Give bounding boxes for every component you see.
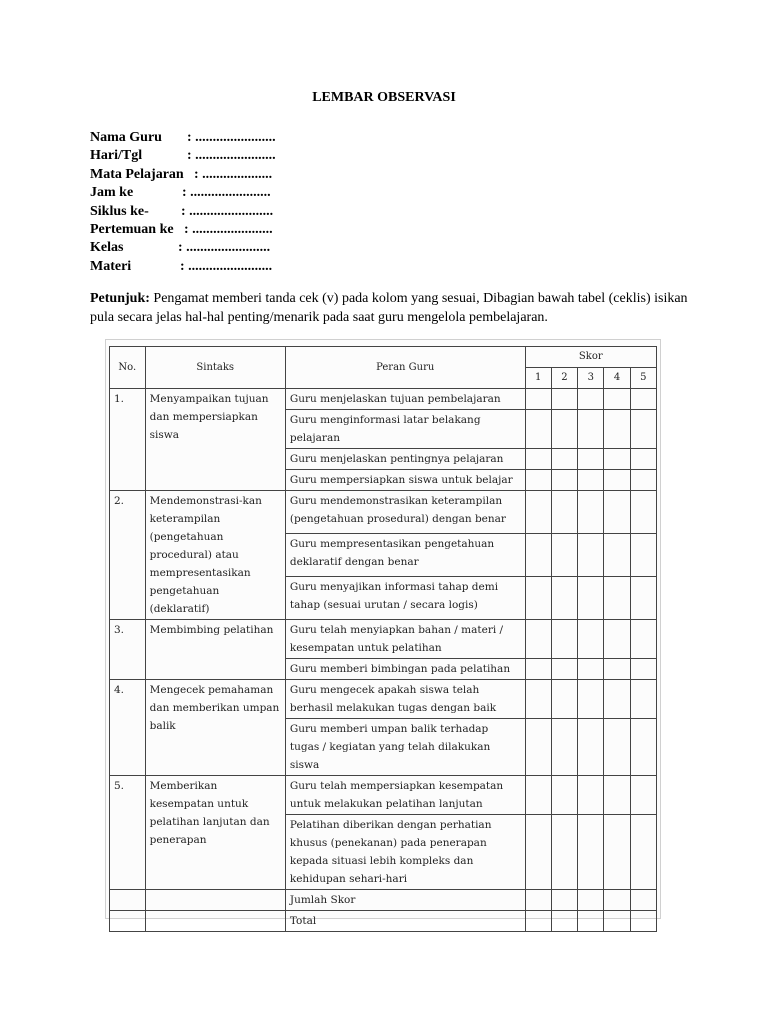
header-skor-1: 1 [525, 368, 551, 389]
score-cell[interactable] [578, 410, 604, 449]
score-cell[interactable] [551, 410, 577, 449]
score-cell[interactable] [604, 776, 630, 815]
header-skor-3: 3 [578, 368, 604, 389]
score-cell[interactable] [525, 680, 551, 719]
field-value: : ....................... [187, 148, 276, 164]
row-sintaks: Menyampaikan tujuan dan mempersiapkan siswa [145, 389, 285, 491]
score-cell[interactable] [551, 470, 577, 491]
score-cell[interactable] [630, 620, 656, 659]
score-cell[interactable] [525, 719, 551, 776]
score-cell[interactable] [525, 389, 551, 410]
score-cell[interactable] [578, 659, 604, 680]
score-cell[interactable] [578, 680, 604, 719]
row-peran-guru: Guru memberi bimbingan pada pelatihan [285, 659, 525, 680]
score-cell[interactable] [578, 719, 604, 776]
field-label: Materi [90, 258, 132, 274]
row-peran-guru: Guru menjelaskan pentingnya pelajaran [285, 449, 525, 470]
score-cell[interactable] [604, 577, 630, 620]
row-no: 5. [110, 776, 146, 890]
score-cell[interactable] [551, 389, 577, 410]
empty-cell [110, 911, 146, 932]
empty-cell [110, 890, 146, 911]
score-cell[interactable] [578, 389, 604, 410]
score-cell[interactable] [551, 719, 577, 776]
score-cell[interactable] [551, 534, 577, 577]
score-cell[interactable] [604, 890, 630, 911]
score-cell[interactable] [578, 577, 604, 620]
instructions-label: Petunjuk: [90, 291, 150, 306]
score-cell[interactable] [604, 491, 630, 534]
score-cell[interactable] [604, 470, 630, 491]
row-sintaks: Membimbing pelatihan [145, 620, 285, 680]
score-cell[interactable] [604, 719, 630, 776]
field-label: Pertemuan ke [90, 221, 174, 237]
table-header-row [110, 347, 657, 368]
row-no: 1. [110, 389, 146, 491]
field-value: : ....................... [187, 130, 276, 145]
field-value: : ........................ [180, 258, 273, 274]
row-peran-guru: Guru menginformasi latar belakang pelajaran [285, 410, 525, 449]
total-label: Total [285, 911, 525, 932]
score-cell[interactable] [525, 911, 551, 932]
observation-table [109, 346, 657, 932]
field-label: Jam ke [90, 185, 134, 201]
row-peran-guru: Guru mendemonstrasikan keterampilan (pengetahuan prosedural) dengan benar [285, 491, 525, 534]
score-cell[interactable] [604, 449, 630, 470]
row-peran-guru: Guru telah menyiapkan bahan / materi / kesempatan untuk pelatihan [285, 620, 525, 659]
score-cell[interactable] [525, 890, 551, 911]
score-cell[interactable] [525, 815, 551, 890]
field-label: Siklus ke- [90, 203, 149, 219]
score-cell[interactable] [525, 449, 551, 470]
score-cell[interactable] [630, 449, 656, 470]
score-cell[interactable] [604, 815, 630, 890]
score-cell[interactable] [551, 620, 577, 659]
row-peran-guru: Guru mempersiapkan siswa untuk belajar [285, 470, 525, 491]
score-cell[interactable] [578, 534, 604, 577]
row-peran-guru: Pelatihan diberikan dengan perhatian khusus (penekanan) pada penerapan kepada situasi lebih kompleks dan kehidupan sehari-hari [285, 815, 525, 890]
row-peran-guru: Guru mengecek apakah siswa telah berhasil melakukan tugas dengan baik [285, 680, 525, 719]
score-cell[interactable] [604, 911, 630, 932]
score-cell[interactable] [604, 389, 630, 410]
row-peran-guru: Guru menjelaskan tujuan pembelajaran [285, 389, 525, 410]
score-cell[interactable] [525, 470, 551, 491]
field-label: Mata Pelajaran [90, 166, 184, 182]
score-cell[interactable] [604, 659, 630, 680]
table-row [110, 776, 657, 815]
score-cell[interactable] [630, 389, 656, 410]
instructions-paragraph [90, 289, 700, 327]
jumlah-skor-row [110, 890, 657, 911]
score-cell[interactable] [630, 776, 656, 815]
observation-table-image [105, 339, 661, 927]
score-cell[interactable] [630, 719, 656, 776]
score-cell[interactable] [551, 680, 577, 719]
field-value: : .................... [194, 166, 273, 182]
score-cell[interactable] [630, 410, 656, 449]
score-cell[interactable] [604, 534, 630, 577]
table-row [110, 491, 657, 534]
header-sintaks: Sintaks [145, 347, 285, 389]
score-cell[interactable] [604, 410, 630, 449]
table-row [110, 389, 657, 410]
row-sintaks: Mendemonstrasi-kan keterampilan (pengetahuan procedural) atau mempresentasikan pengetahuan (deklaratif) [145, 491, 285, 620]
total-row [110, 911, 657, 932]
score-cell[interactable] [525, 659, 551, 680]
score-cell[interactable] [525, 776, 551, 815]
score-cell[interactable] [551, 815, 577, 890]
row-no: 3. [110, 620, 146, 680]
score-cell[interactable] [630, 911, 656, 932]
score-cell[interactable] [630, 470, 656, 491]
field-label: Kelas [90, 240, 124, 256]
score-cell[interactable] [551, 890, 577, 911]
score-cell[interactable] [604, 680, 630, 719]
row-sintaks: Mengecek pemahaman dan memberikan umpan balik [145, 680, 285, 776]
score-cell[interactable] [525, 534, 551, 577]
score-cell[interactable] [551, 911, 577, 932]
score-cell[interactable] [578, 470, 604, 491]
score-cell[interactable] [578, 776, 604, 815]
field-label: Hari/Tgl [90, 148, 143, 164]
table-row [110, 680, 657, 719]
field-value: : ........................ [178, 240, 271, 256]
field-value: : ....................... [182, 185, 271, 201]
score-cell[interactable] [578, 890, 604, 911]
field-label: Nama Guru [90, 130, 162, 145]
row-peran-guru: Guru telah mempersiapkan kesempatan untuk melakukan pelatihan lanjutan [285, 776, 525, 815]
score-cell[interactable] [578, 620, 604, 659]
field-value: : ........................ [181, 203, 274, 219]
row-no: 4. [110, 680, 146, 776]
empty-cell [145, 911, 285, 932]
score-cell[interactable] [551, 659, 577, 680]
document-title: LEMBAR OBSERVASI [312, 90, 456, 105]
score-cell[interactable] [630, 815, 656, 890]
header-skor-5: 5 [630, 368, 656, 389]
row-no: 2. [110, 491, 146, 620]
header-skor-2: 2 [551, 368, 577, 389]
score-cell[interactable] [630, 890, 656, 911]
score-cell[interactable] [578, 815, 604, 890]
instructions-text: Pengamat memberi tanda cek (v) pada kolom yang sesuai, Dibagian bawah tabel (ceklis) isikan pula secara jelas hal-hal penting/menarik pada saat guru mengelola pembelajaran. [90, 291, 688, 325]
score-cell[interactable] [525, 491, 551, 534]
row-peran-guru: Guru menyajikan informasi tahap demi tahap (sesuai urutan / secara logis) [285, 577, 525, 620]
score-cell[interactable] [630, 680, 656, 719]
score-cell[interactable] [525, 410, 551, 449]
score-cell[interactable] [525, 577, 551, 620]
score-cell[interactable] [578, 449, 604, 470]
row-peran-guru: Guru memberi umpan balik terhadap tugas / kegiatan yang telah dilakukan siswa [285, 719, 525, 776]
row-sintaks: Memberikan kesempatan untuk pelatihan lanjutan dan penerapan [145, 776, 285, 890]
score-cell[interactable] [604, 620, 630, 659]
score-cell[interactable] [551, 577, 577, 620]
score-cell[interactable] [551, 449, 577, 470]
table-row [110, 620, 657, 659]
jumlah-skor-label: Jumlah Skor [285, 890, 525, 911]
field-value: : ....................... [184, 221, 273, 237]
score-cell[interactable] [551, 776, 577, 815]
header-no: No. [110, 347, 146, 389]
header-skor: Skor [525, 347, 656, 368]
header-skor-4: 4 [604, 368, 630, 389]
score-cell[interactable] [525, 620, 551, 659]
score-cell[interactable] [630, 659, 656, 680]
header-peran-guru: Peran Guru [285, 347, 525, 389]
score-cell[interactable] [630, 534, 656, 577]
row-peran-guru: Guru mempresentasikan pengetahuan deklaratif dengan benar [285, 534, 525, 577]
score-cell[interactable] [630, 577, 656, 620]
score-cell[interactable] [630, 491, 656, 534]
score-cell[interactable] [578, 491, 604, 534]
score-cell[interactable] [551, 491, 577, 534]
score-cell[interactable] [578, 911, 604, 932]
empty-cell [145, 890, 285, 911]
